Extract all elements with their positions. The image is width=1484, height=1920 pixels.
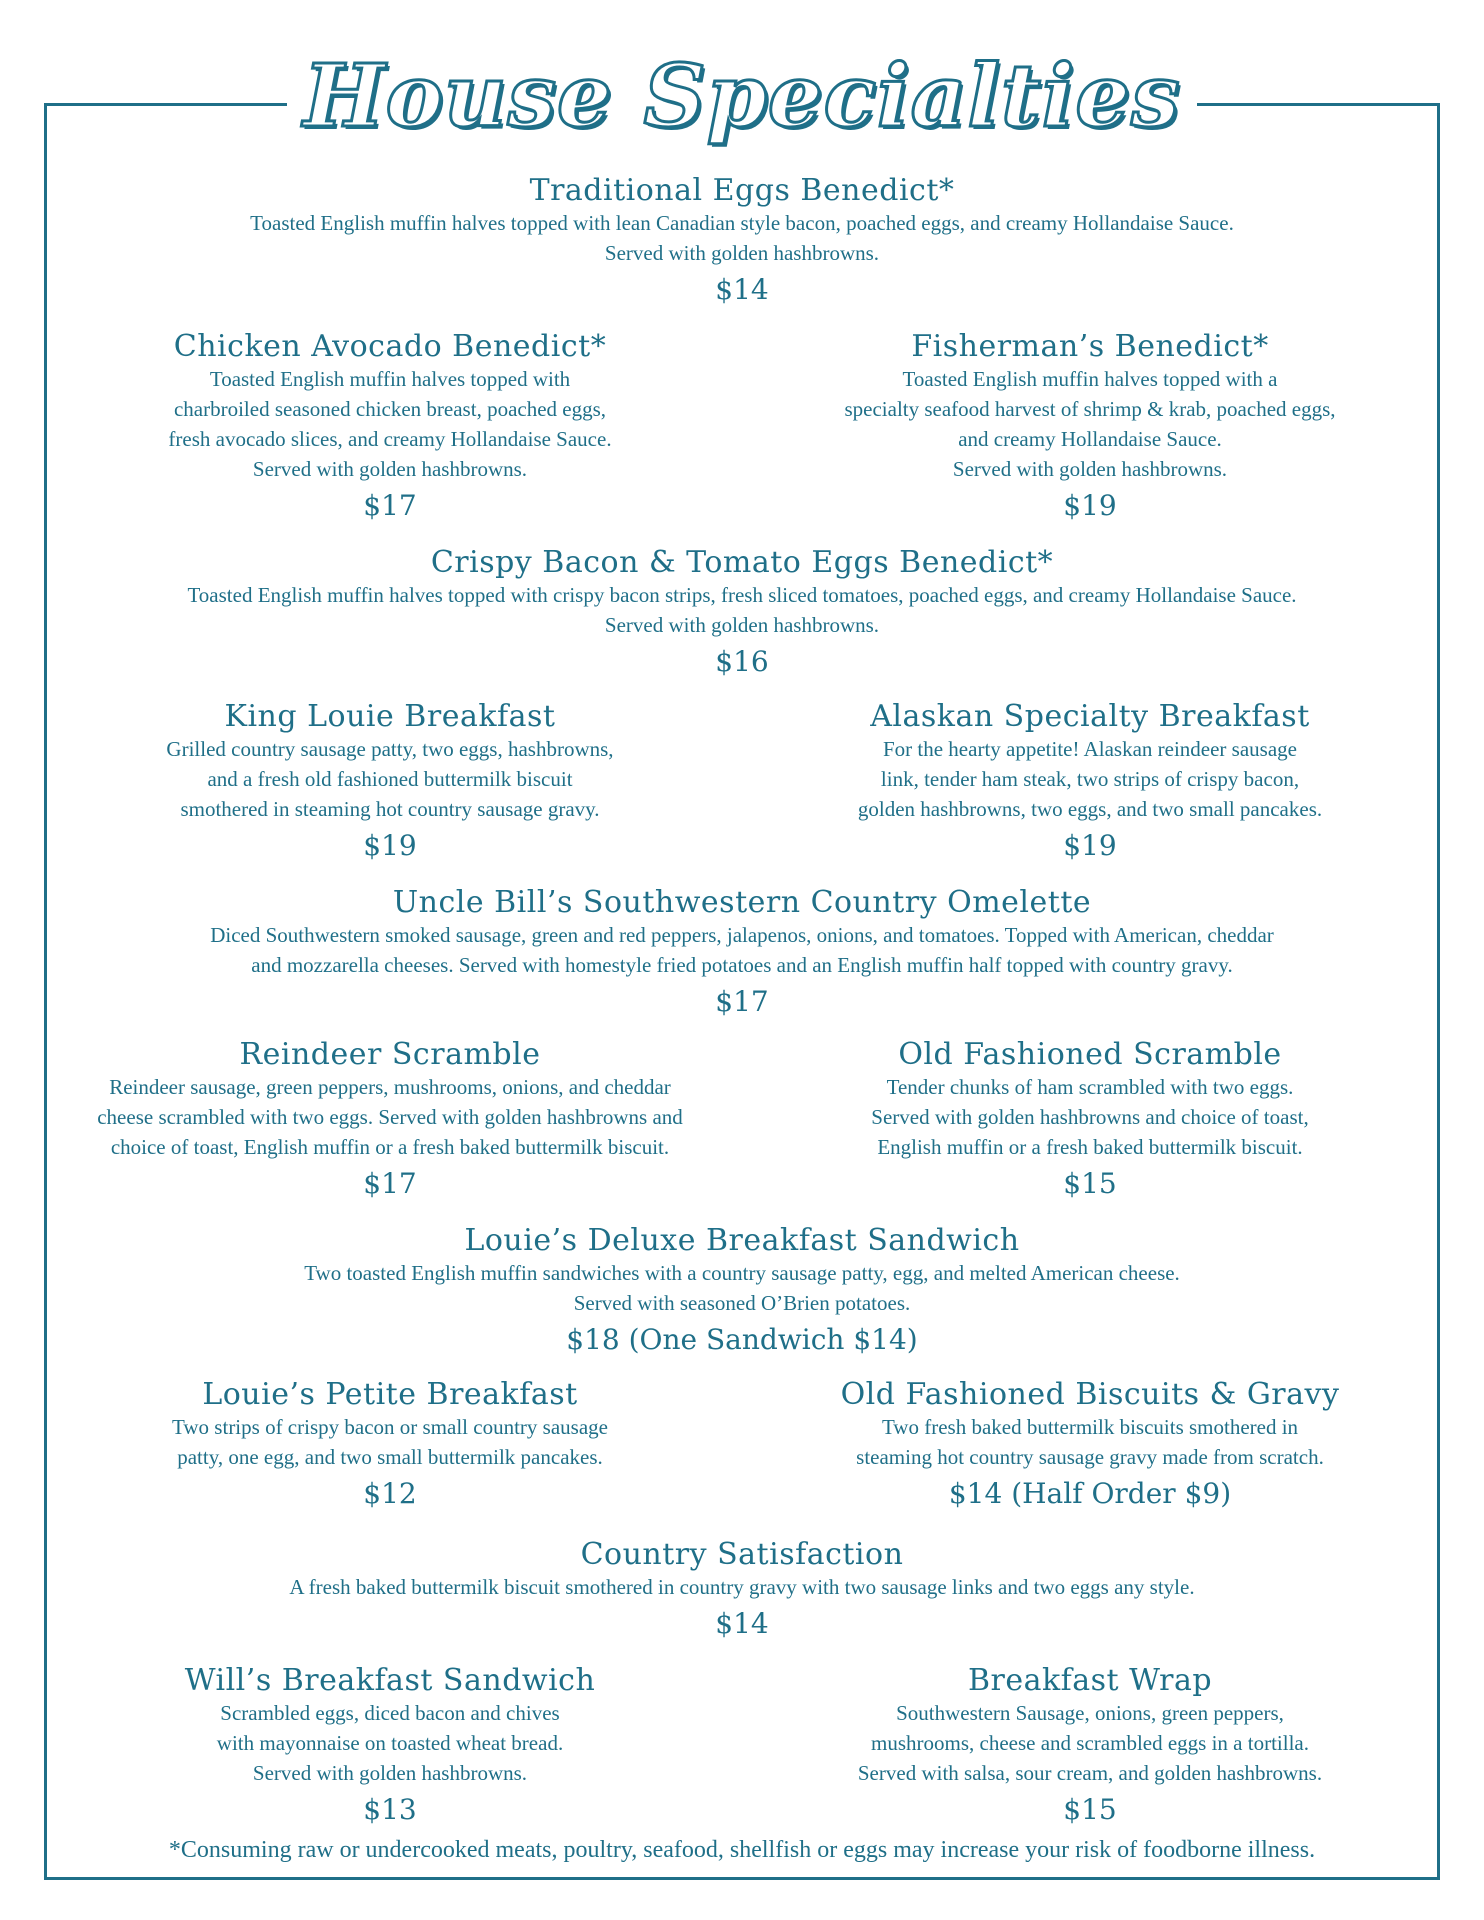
menu-item-louies-deluxe-sandwich <box>60 1224 1424 1360</box>
item-name: Breakfast Wrap <box>967 1663 1213 1698</box>
item-description: Toasted English muffin halves topped with a specialty seafood harvest of shrimp & krab, poached eggs, and creamy Hollandaise Sauce. Served with golden hashbrowns. <box>844 367 1336 481</box>
item-name: Crispy Bacon & Tomato Eggs Benedict* <box>430 545 1054 580</box>
menu-item-breakfast-wrap <box>790 1664 1390 1830</box>
menu-item-wills-breakfast-sandwich <box>90 1664 690 1830</box>
item-name: Louie’s Petite Breakfast <box>202 1377 578 1412</box>
menu-item-fishermans-benedict <box>790 330 1390 526</box>
item-description: Scrambled eggs, diced bacon and chives with mayonnaise on toasted wheat bread. Served with golden hashbrowns. <box>216 1701 564 1785</box>
menu-item-biscuits-and-gravy <box>790 1378 1390 1514</box>
item-price: $12 <box>363 1477 417 1510</box>
item-price: $19 <box>1063 829 1117 862</box>
menu-item-chicken-avocado-benedict <box>90 330 690 526</box>
item-name: Louie’s Deluxe Breakfast Sandwich <box>464 1223 1020 1258</box>
item-description: Toasted English muffin halves topped with lean Canadian style bacon, poached eggs, and creamy Hollandaise Sauce. Served with golden hashbrowns. <box>250 211 1234 265</box>
item-price: $17 <box>363 1167 417 1200</box>
item-price: $17 <box>363 489 417 522</box>
item-description: Diced Southwestern smoked sausage, green and red peppers, jalapenos, onions, and tomatoes. Topped with American, cheddar and mozzarella cheeses. Served with homestyle fried potatoes and an English muffin half topped with country gravy. <box>210 923 1274 977</box>
item-price: $18 (One Sandwich $14) <box>566 1323 918 1356</box>
menu-item-louies-petite-breakfast <box>90 1378 690 1514</box>
item-description: Two fresh baked buttermilk biscuits smothered in steaming hot country sausage gravy made from scratch. <box>856 1415 1324 1469</box>
menu-item-king-louie-breakfast <box>90 700 690 866</box>
item-price: $14 (Half Order $9) <box>948 1477 1232 1510</box>
menu-item-alaskan-specialty-breakfast <box>790 700 1390 866</box>
item-name: Chicken Avocado Benedict* <box>173 329 607 364</box>
item-name: Fisherman’s Benedict* <box>911 329 1269 364</box>
menu-title: House Specialties <box>287 42 1196 152</box>
item-name: Old Fashioned Scramble <box>898 1037 1282 1072</box>
item-price: $15 <box>1063 1793 1117 1826</box>
item-name: King Louie Breakfast <box>224 699 556 734</box>
menu-item-country-satisfaction <box>60 1538 1424 1644</box>
menu-item-crispy-bacon-tomato-benedict <box>60 546 1424 682</box>
item-name: Uncle Bill’s Southwestern Country Omelette <box>392 885 1092 920</box>
item-price: $16 <box>715 645 769 678</box>
item-name: Traditional Eggs Benedict* <box>529 173 955 208</box>
item-description: Toasted English muffin halves topped with charbroiled seasoned chicken breast, poached eggs, fresh avocado slices, and creamy Hollandaise Sauce. Served with golden hashbrowns. <box>168 367 612 481</box>
item-price: $13 <box>363 1793 417 1826</box>
item-price: $19 <box>363 829 417 862</box>
item-name: Reindeer Scramble <box>239 1037 541 1072</box>
item-description: Southwestern Sausage, onions, green peppers, mushrooms, cheese and scrambled eggs in a tortilla. Served with salsa, sour cream, and golden hashbrowns. <box>857 1701 1323 1785</box>
item-price: $17 <box>715 985 769 1018</box>
item-description: Two toasted English muffin sandwiches with a country sausage patty, egg, and melted American cheese. Served with seasoned O’Brien potatoes. <box>304 1261 1180 1315</box>
item-description: Toasted English muffin halves topped with crispy bacon strips, fresh sliced tomatoes, poached eggs, and creamy Hollandaise Sauce. Served with golden hashbrowns. <box>187 583 1297 637</box>
item-description: Reindeer sausage, green peppers, mushrooms, onions, and cheddar cheese scrambled with two eggs. Served with golden hashbrowns and choice of toast, English muffin or a fresh baked buttermilk biscuit. <box>97 1075 683 1159</box>
menu-item-old-fashioned-scramble <box>790 1038 1390 1204</box>
food-safety-disclaimer: *Consuming raw or undercooked meats, poultry, seafood, shellfish or eggs may increase your risk of foodborne illness. <box>60 1835 1424 1865</box>
menu-item-traditional-eggs-benedict <box>60 174 1424 310</box>
item-description: Two strips of crispy bacon or small country sausage patty, one egg, and two small buttermilk pancakes. <box>172 1415 608 1469</box>
item-price: $15 <box>1063 1167 1117 1200</box>
item-price: $19 <box>1063 489 1117 522</box>
item-name: Will’s Breakfast Sandwich <box>184 1663 596 1698</box>
item-name: Country Satisfaction <box>580 1537 904 1572</box>
item-name: Old Fashioned Biscuits & Gravy <box>840 1377 1340 1412</box>
item-description: Tender chunks of ham scrambled with two eggs. Served with golden hashbrowns and choice of toast, English muffin or a fresh baked buttermilk biscuit. <box>871 1075 1309 1159</box>
item-price: $14 <box>715 273 769 306</box>
item-name: Alaskan Specialty Breakfast <box>870 699 1310 734</box>
menu-item-reindeer-scramble <box>90 1038 690 1204</box>
item-description: A fresh baked buttermilk biscuit smothered in country gravy with two sausage links and two eggs any style. <box>289 1575 1195 1599</box>
menu-item-uncle-bills-omelette <box>60 886 1424 1022</box>
item-price: $14 <box>715 1607 769 1640</box>
item-description: Grilled country sausage patty, two eggs, hashbrowns, and a fresh old fashioned buttermilk biscuit smothered in steaming hot country sausage gravy. <box>166 737 614 821</box>
item-description: For the hearty appetite! Alaskan reindeer sausage link, tender ham steak, two strips of crispy bacon, golden hashbrowns, two eggs, and two small pancakes. <box>857 737 1323 821</box>
